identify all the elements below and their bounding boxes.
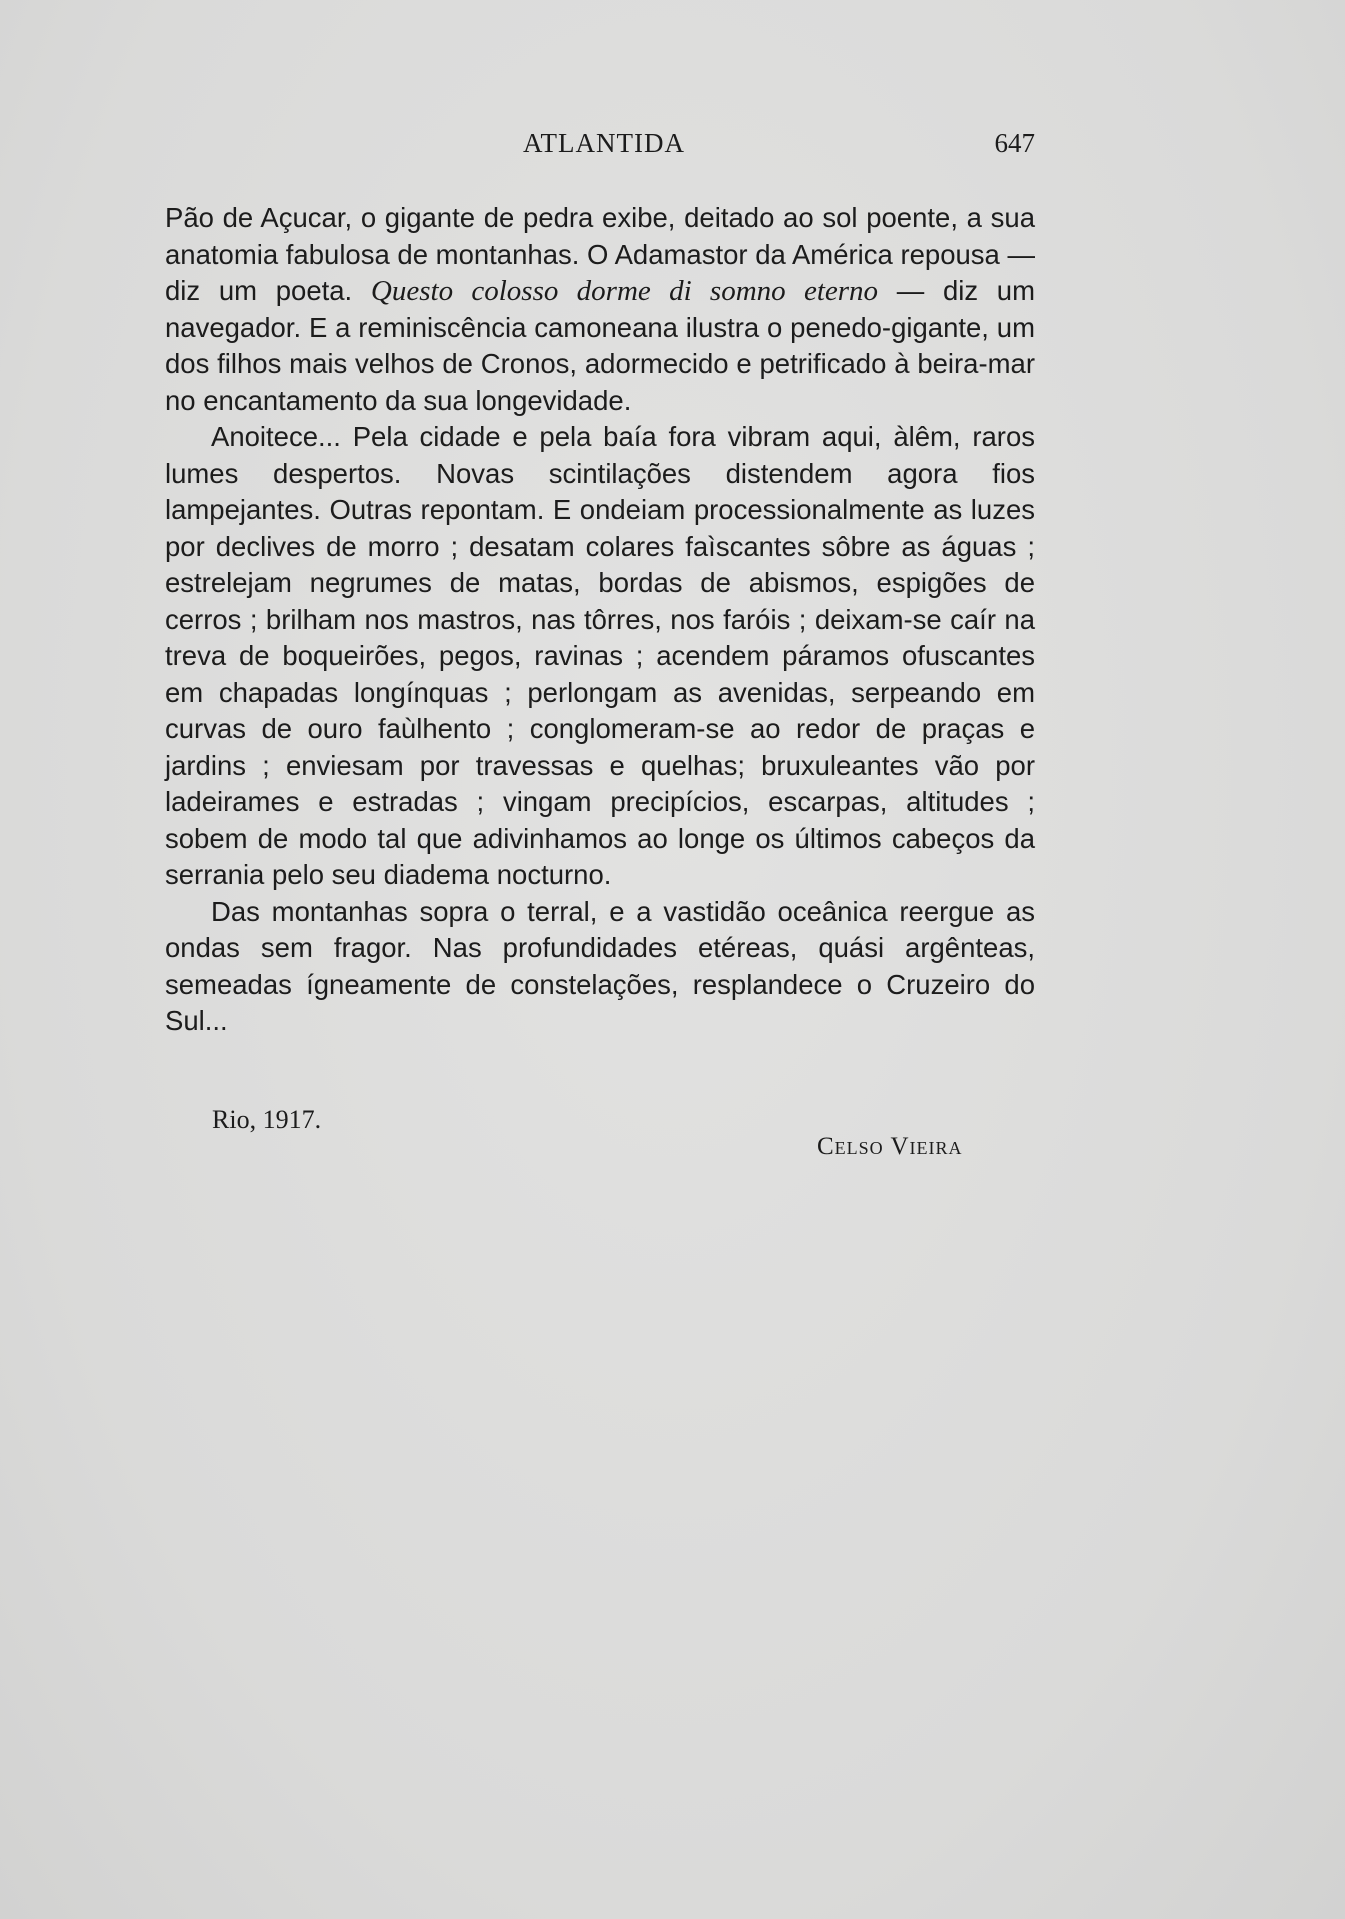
page-number: 647 (994, 128, 1035, 158)
place-date: Rio, 1917. (212, 1105, 322, 1134)
paragraph-1-text-after: — diz um navegador. E a reminiscência camoneana ilustra o penedo-gigante, um dos filhos mais velhos de Cronos, adormecido e petrificado à beira-mar no encantamento da sua longevidade. (165, 275, 1036, 416)
paragraph-1-text-before: Pão de Açucar, o gigante de pedra exibe, deitado ao sol poente, a sua anatomia fabulosa de montanhas. O Adamastor da América repousa — diz um poeta. (165, 202, 1035, 306)
paragraph-1 (165, 200, 1035, 419)
running-title: ATLANTIDA (523, 128, 685, 158)
body-text (165, 200, 1035, 1040)
running-head (165, 128, 1035, 168)
paragraph-2: Anoitece... Pela cidade e pela baía fora vibram aqui, àlêm, raros lumes despertos. Novas scintilações distendem agora fios lampejantes. Outras repontam. E ondeiam processionalmente as luzes por declives de morro ; desatam colares faìscantes sôbre as águas ; estrelejam negrumes de matas, bordas de abismos, espigões de cerros ; brilham nos mastros, nas tôrres, nos faróis ; deixam-se caír na treva de boqueirões, pegos, ravinas ; acendem páramos ofuscantes em chapadas longínquas ; perlongam as avenidas, serpeando em curvas de ouro faùlhento ; conglomeram-se ao redor de praças e jardins ; enviesam por travessas e quelhas; bruxuleantes vão por ladeirames e estradas ; vingam precipícios, escarpas, altitudes ; sobem de modo tal que adivinhamos ao longe os últimos cabeços da serrania pelo seu diadema nocturno. (165, 421, 1035, 890)
author-signature: Celso Vieira (817, 1133, 963, 1160)
italic-quote: Questo colosso dorme di somno eterno (370, 275, 879, 307)
paragraph-3: Das montanhas sopra o terral, e a vastidão oceânica reergue as ondas sem fragor. Nas profundidades etéreas, quási argênteas, semeadas ígneamente de constelações, resplandece o Cruzeiro do Sul... (165, 895, 1035, 1036)
